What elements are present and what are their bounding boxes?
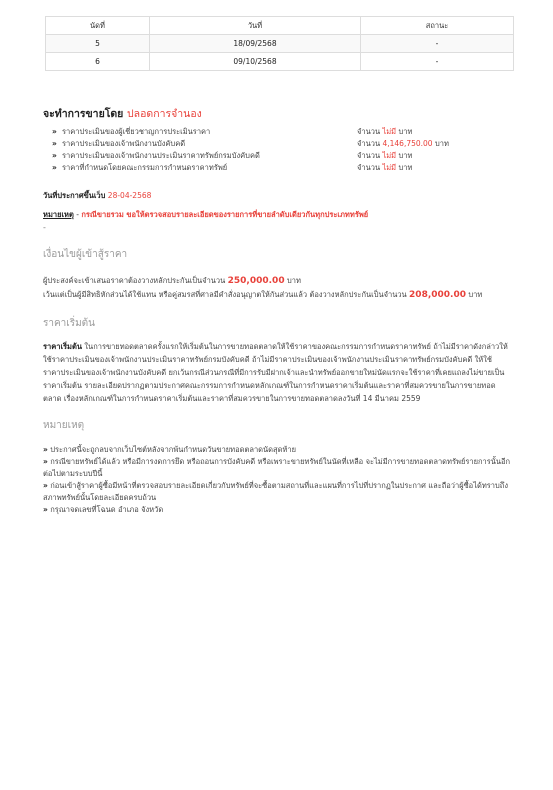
- bullet-icon: »: [43, 457, 48, 466]
- posted-date: วันที่ประกาศขึ้นเว็บ 28-04-2568: [43, 191, 152, 200]
- price-amount: จำนวน ไม่มี บาท: [357, 163, 413, 172]
- table-row: [46, 53, 514, 71]
- deposit-line: ผู้ประสงค์จะเข้าเสนอราคาต้องวางหลักประกันเป็นจำนวน 250,000.00 บาท: [43, 276, 301, 286]
- price-label: ราคาที่กำหนดโดยคณะกรรมการกำหนดราคาทรัพย์: [62, 163, 228, 172]
- bidder-conditions-heading: เงื่อนไขผู้เข้าสู้ราคา: [43, 249, 128, 260]
- list-item: » ประกาศนี้จะถูกลบจากเว็บไซต์หลังจากพ้นกำหนดวันขายทอดตลาดนัดสุดท้าย: [43, 445, 297, 454]
- cell-date: 18/09/2568: [150, 35, 361, 53]
- price-row: [52, 138, 472, 150]
- price-row: [52, 162, 472, 174]
- remarks-list: [43, 444, 513, 516]
- price-amount: จำนวน 4,146,750.00 บาท: [357, 139, 449, 148]
- bullet-icon: »: [52, 127, 57, 136]
- deposit-amount: 250,000.00: [227, 276, 285, 286]
- header-date: วันที่: [150, 17, 361, 35]
- bullet-icon: »: [43, 445, 48, 454]
- cell-no: 6: [46, 53, 150, 71]
- price-row: [52, 150, 472, 162]
- bullet-icon: »: [43, 481, 48, 490]
- auction-schedule-table: [45, 16, 514, 71]
- price-amount: จำนวน ไม่มี บาท: [357, 151, 413, 160]
- bidder-conditions-text: [43, 274, 509, 302]
- cell-status: -: [361, 53, 514, 71]
- price-label: ราคาประเมินของผู้เชี่ยวชาญการประเมินราคา: [62, 127, 211, 136]
- price-row: [52, 126, 472, 138]
- dash-separator: -: [43, 223, 46, 232]
- price-label: ราคาประเมินของเจ้าพนักงานประเมินราคาทรัพย์กรมบังคับคดี: [62, 151, 260, 160]
- header-status: สถานะ: [361, 17, 514, 35]
- header-no: นัดที่: [46, 17, 150, 35]
- reduced-deposit-amount: 208,000.00: [409, 290, 466, 300]
- cell-date: 09/10/2568: [150, 53, 361, 71]
- cell-status: -: [361, 35, 514, 53]
- remarks-heading: หมายเหตุ: [43, 420, 85, 431]
- table-row: [46, 35, 514, 53]
- table-header-row: [46, 17, 514, 35]
- sale-note: หมายเหตุ - กรณีขายรวม ขอให้ตรวจสอบรายละเอียดของรายการที่ขายลำดับเดียวกันทุกประเภททรัพย์: [43, 210, 369, 219]
- price-list: [52, 126, 472, 174]
- list-item: » ก่อนเข้าสู้ราคาผู้ซื้อมีหน้าที่ตรวจสอบรายละเอียดเกี่ยวกับทรัพย์ที่จะซื้อตามสถานที่และแผนที่การไปที่ปรากฏในประกาศ และถือว่าผู้ซื้อได้ทราบถึงสภาพทรัพย์นั้นโดยละเอียดครบถ้วน: [43, 481, 508, 502]
- deposit-exception-line: เว้นแต่เป็นผู้มีสิทธิหักส่วนได้ใช้แทน หรือคู่สมรสที่ศาลมีคำสั่งอนุญาตให้กันส่วนแล้ว ต้องวางหลักประกันเป็นจำนวน 208,000.00 บาท: [43, 290, 483, 300]
- start-price-heading: ราคาเริ่มต้น: [43, 318, 96, 329]
- cell-no: 5: [46, 35, 150, 53]
- bullet-icon: »: [52, 151, 57, 160]
- sale-method-title: จะทำการขายโดย ปลอดการจำนอง: [43, 108, 202, 120]
- list-item: » กรณีขายทรัพย์ได้แล้ว หรือมีการงดการยึด หรือถอนการบังคับคดี หรือเพราะขายทรัพย์ในนัดที่เหลือ จะไม่มีการขายทอดตลาดทรัพย์รายการนั้นอีกต่อไปตามระบบปีนี้: [43, 457, 511, 478]
- bullet-icon: »: [52, 163, 57, 172]
- list-item: » กรุณาจดเลขที่โฉนด อำเภอ จังหวัด: [43, 505, 164, 514]
- bullet-icon: »: [52, 139, 57, 148]
- start-price-text: ราคาเริ่มต้น ในการขายทอดตลาดครั้งแรกให้เริ่มต้นในการขายทอดตลาดให้ใช้ราคาของคณะกรรมการกำหนดราคาทรัพย์ ถ้าไม่มีราคาดังกล่าวให้ใช้ราคาประเมินของเจ้าพนักงานประเมินราคาทรัพย์กรมบังคับคดี ถ้าไม่มีราคาประเมินของเจ้าพนักงานประเมินราคาทรัพย์กรมบังคับคดี ให้ใช้ราคาประเมินของเจ้าพนักงานบังคับคดี ยกเว้นกรณีส่วนกรณีที่มีการรับมีฝากเจ้าและนำทรัพย์ออกขายใหม่นัดแรกจะใช้ราคาที่เคยแถลงไม่ขายเป็นราคาเริ่มต้น รายละเอียดปรากฏตามประกาศคณะกรรมการกำหนดหลักเกณฑ์ในการกำหนดราคาเริ่มต้นและราคาที่สมควรขายในการขายทอดตลาด เรื่องหลักเกณฑ์ในการกำหนดราคาเริ่มต้นและราคาที่สมควรขายในการขายทอดตลาดลงวันที่ 14 มีนาคม 2559: [43, 342, 508, 403]
- price-label: ราคาประเมินของเจ้าพนักงานบังคับคดี: [62, 139, 186, 148]
- price-amount: จำนวน ไม่มี บาท: [357, 127, 413, 136]
- bullet-icon: »: [43, 505, 48, 514]
- sale-method-highlight: ปลอดการจำนอง: [127, 108, 202, 120]
